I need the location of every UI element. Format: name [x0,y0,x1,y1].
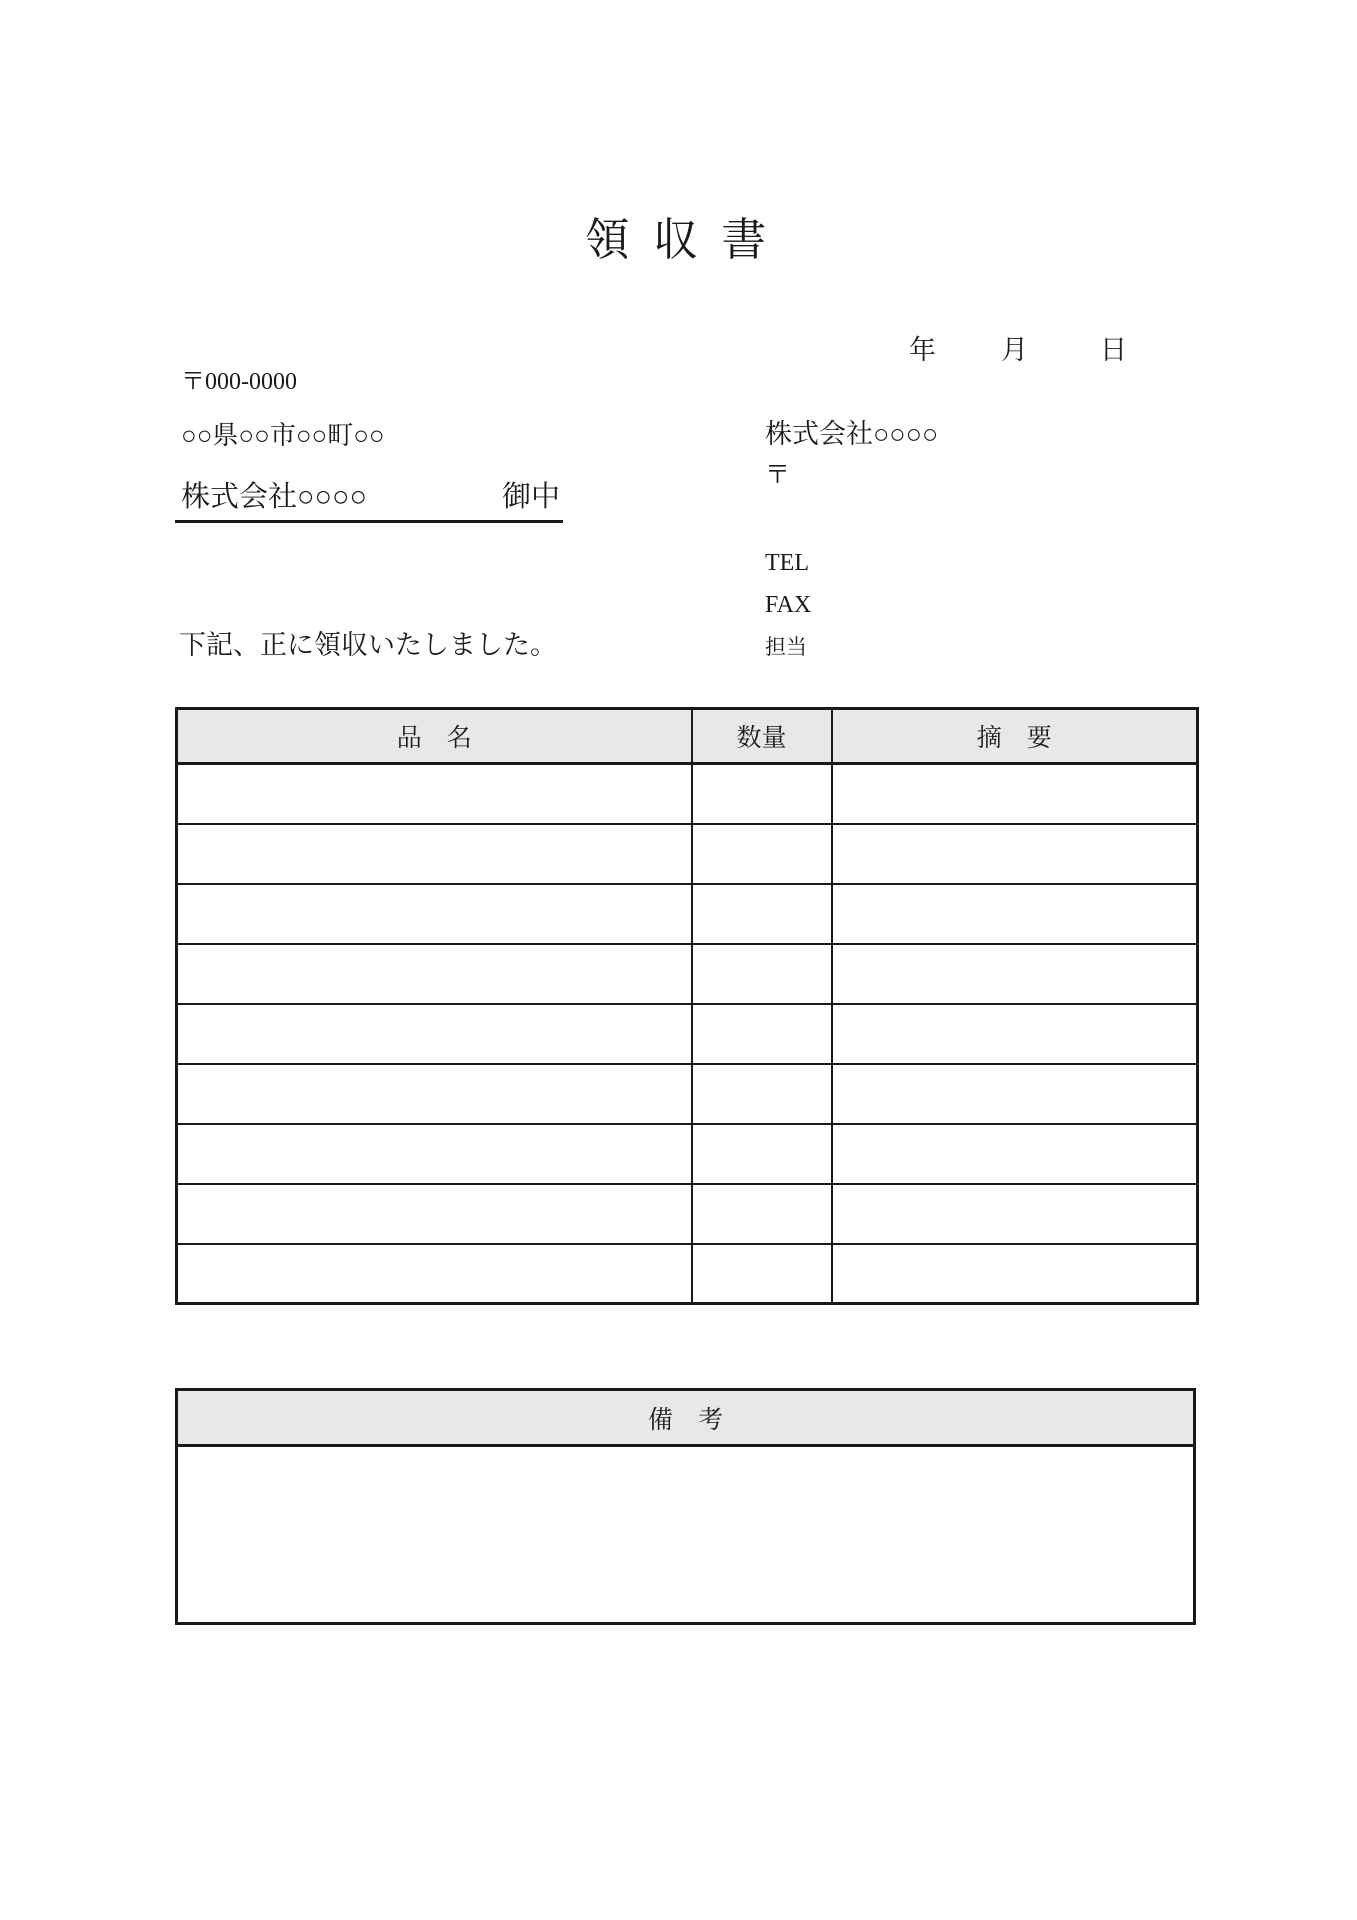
table-cell [832,1004,1198,1064]
issuer-contact-label: 担当 [765,635,807,659]
table-row [177,764,1198,824]
recipient-postal-code: 〒000-0000 [181,369,297,395]
table-row [177,1004,1198,1064]
table-cell [177,884,692,944]
remarks-table-header-row [177,1390,1195,1446]
table-cell [832,884,1198,944]
remarks-content-cell [177,1446,1195,1624]
recipient-company-line [175,482,563,523]
table-cell [832,1124,1198,1184]
date-day-label: 日 [1100,335,1127,365]
table-cell [177,1004,692,1064]
table-row [177,884,1198,944]
table-cell [692,1004,832,1064]
table-row [177,824,1198,884]
table-cell [177,1184,692,1244]
table-cell [177,1064,692,1124]
recipient-company-name: 株式会社○○○○ [181,481,368,513]
page-title: 領 収 書 [584,215,773,265]
table-cell [832,1184,1198,1244]
remarks-table-row [177,1446,1195,1624]
table-cell [832,944,1198,1004]
table-cell [832,1244,1198,1304]
table-cell [692,944,832,1004]
remarks-header: 備 考 [177,1390,1195,1446]
recipient-honorific: 御中 [501,481,560,513]
table-cell [692,884,832,944]
receipt-statement: 下記、正に領収いたしました。 [179,630,557,660]
date-year-label: 年 [909,335,936,365]
table-cell [177,1124,692,1184]
items-header-quantity: 数量 [692,709,832,764]
items-header-item-name: 品 名 [177,709,692,764]
table-row [177,1124,1198,1184]
items-header-summary: 摘 要 [832,709,1198,764]
date-month-label: 月 [1001,335,1028,365]
issuer-company-name: 株式会社○○○○ [765,419,939,449]
recipient-block [175,369,563,523]
table-cell [177,1244,692,1304]
table-cell [692,1244,832,1304]
table-row [177,1064,1198,1124]
items-table-header-row [177,709,1198,764]
table-row [177,1184,1198,1244]
table-cell [692,1124,832,1184]
table-cell [832,1064,1198,1124]
table-cell [177,944,692,1004]
items-table [175,707,1199,1305]
items-table-body [177,764,1198,1304]
remarks-table [175,1388,1196,1625]
table-cell [832,764,1198,824]
issuer-tel-label: TEL [765,550,809,576]
table-cell [832,824,1198,884]
table-cell [177,764,692,824]
table-cell [692,1064,832,1124]
issuer-block [765,419,1185,659]
table-cell [692,824,832,884]
table-cell [177,824,692,884]
date-line [0,328,1357,365]
table-cell [692,764,832,824]
recipient-address: ○○県○○市○○町○○ [181,421,385,450]
table-cell [692,1184,832,1244]
table-row [177,1244,1198,1304]
issuer-postal-mark: 〒 [765,462,791,489]
issuer-fax-label: FAX [765,592,812,618]
table-row [177,944,1198,1004]
